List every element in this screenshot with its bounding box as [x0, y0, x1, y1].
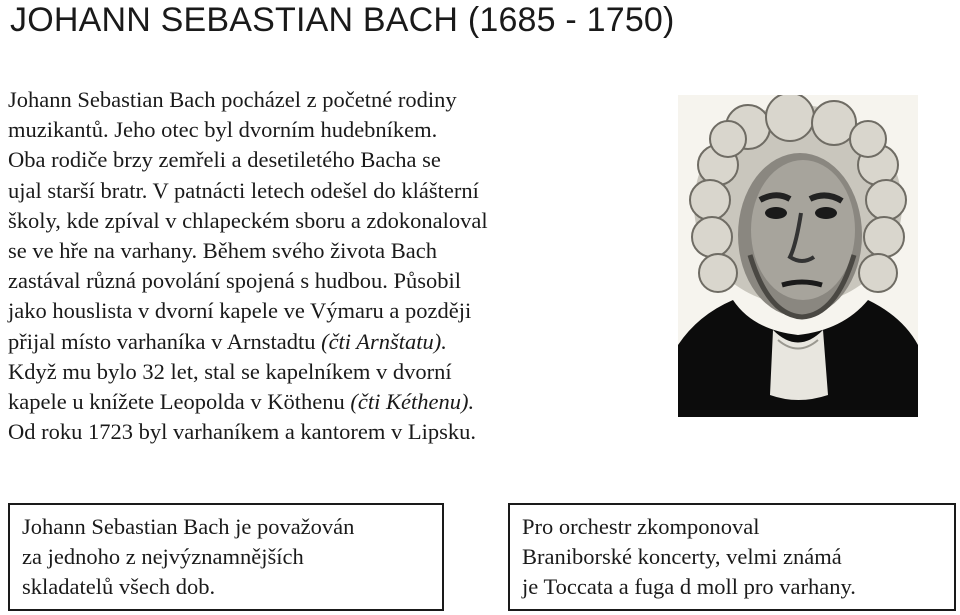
bio-line: Když mu bylo 32 let, stal se kapelníkem v dvorní — [8, 358, 452, 384]
bio-line: ujal starší bratr. V patnácti letech odešel do klášterní — [8, 177, 479, 203]
bio-line — [8, 387, 608, 417]
box-line: Braniborské koncerty, velmi známá — [522, 544, 842, 569]
pronunciation-note: (čti Kéthenu). — [350, 389, 475, 415]
bio-line: zastával různá povolání spojená s hudbou. Působil — [8, 268, 462, 294]
bio-line: muzikantů. Jeho otec byl dvorním hudebníkem. — [8, 117, 438, 143]
bio-line: Od roku 1723 byl varhaníkem a kantorem v Lipsku. — [8, 419, 477, 445]
biography-text — [8, 85, 608, 447]
fact-box-right — [508, 503, 956, 611]
bach-portrait-image — [678, 95, 918, 417]
bio-line: školy, kde zpíval v chlapeckém sboru a zdokonaloval — [8, 207, 488, 233]
portrait-illustration — [678, 95, 918, 417]
box-line: skladatelů všech dob. — [22, 574, 216, 599]
bio-line: jako houslista v dvorní kapele ve Výmaru a později — [8, 298, 472, 324]
bio-line — [8, 327, 608, 357]
bio-line: Johann Sebastian Bach pocházel z početné rodiny — [8, 87, 457, 112]
bio-line: Oba rodiče brzy zemřeli a desetiletého Bacha se — [8, 147, 441, 173]
bio-line: se ve hře na varhany. Během svého života Bach — [8, 238, 438, 264]
pronunciation-note: (čti Arnštatu). — [321, 328, 447, 354]
box-line: Pro orchestr zkomponoval — [522, 514, 760, 539]
bio-line-text: přijal místo varhaníka v Arnstadtu — [8, 328, 322, 354]
bio-line-text: kapele u knížete Leopolda v Köthenu — [8, 389, 351, 415]
fact-box-left — [8, 503, 444, 611]
box-line: je Toccata a fuga d moll pro varhany. — [522, 574, 856, 599]
page-title: JOHANN SEBASTIAN BACH (1685 - 1750) — [10, 1, 675, 39]
box-line: za jednoho z nejvýznamnějších — [22, 544, 304, 569]
box-line: Johann Sebastian Bach je považován — [22, 514, 355, 539]
